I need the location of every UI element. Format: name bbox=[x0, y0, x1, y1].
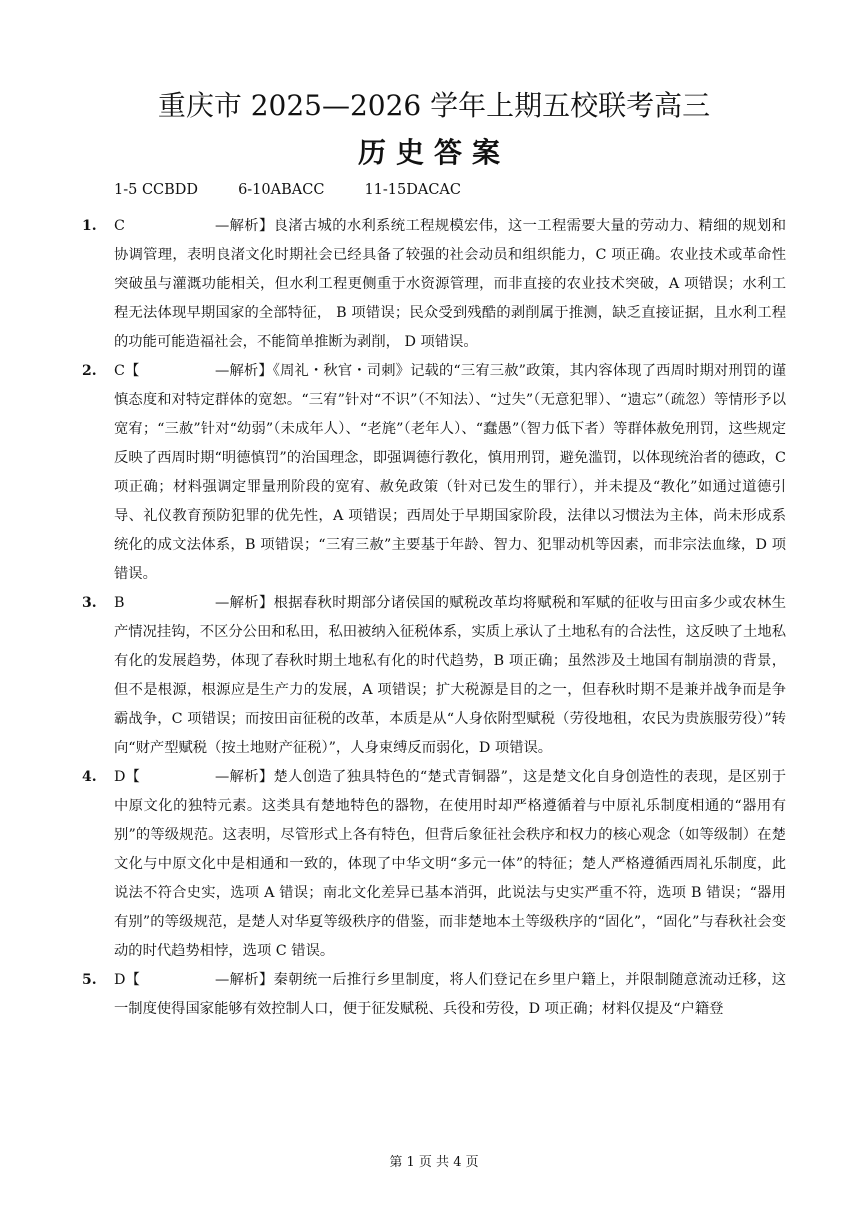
exam-title: 重庆市 2025—2026 学年上期五校联考高三 bbox=[157, 89, 711, 122]
question-answer: D【 bbox=[114, 769, 140, 785]
question-number: 4. bbox=[82, 769, 97, 785]
question-explanation bbox=[114, 212, 786, 357]
explanation-text: —解析】根据春秋时期部分诸侯国的赋税改革均将赋税和军赋的征收与田亩多少或农林生产情况挂钩，不区分公田和私田，私田被纳入征税体系，实质上承认了土地私有的合法性，这反映了土地私有化的发展趋势，体现了春秋时期土地私有化的时代趋势，B 项正确；虽然涉及土地国有制崩溃的背景，但不是根源，根源应是生产力的发展，A 项错误；扩大税源是目的之一，但春秋时期不是兼并战争而是争霸战争，C 项错误；而按田亩征税的改革，本质是从“人身依附型赋税（劳役地租，农民为贵族服劳役）”转向“财产型赋税（按土地财产征税）”，人身束缚反而弱化，D 项错误。 bbox=[114, 595, 786, 756]
explanation-text: —解析】秦朝统一后推行乡里制度，将人们登记在乡里户籍上，并限制随意流动迁移，这一制度使得国家能够有效控制人口，便于征发赋税、兵役和劳役，D 项正确；材料仅提及“户籍登 bbox=[114, 972, 786, 1017]
page-number-footer: 第 1 页 共 4 页 bbox=[389, 1155, 479, 1170]
question-explanation bbox=[114, 966, 786, 1024]
question-number: 3. bbox=[82, 595, 97, 611]
question-item-1 bbox=[0, 212, 868, 357]
subject-title: 历史答案 bbox=[357, 136, 510, 169]
question-explanation bbox=[114, 763, 786, 966]
question-number: 5. bbox=[82, 972, 97, 988]
explanation-text: —解析】良渚古城的水利系统工程规模宏伟，这一工程需要大量的劳动力、精细的规划和协调管理，表明良渚文化时期社会已经具备了较强的社会动员和组织能力，C 项正确。农业技术或革命性突破虽与灌溉功能相关，但水利工程更侧重于水资源管理，而非直接的农业技术突破，A 项错误；水利工程无法体现早期国家的全部特征， B 项错误；民众受到残酷的剥削属于推测，缺乏直接证据，且水利工程的功能可能造福社会，不能简单推断为剥削， D 项错误。 bbox=[114, 218, 786, 350]
question-item-2 bbox=[0, 357, 868, 589]
answer-key-group-1: 1-5 CCBDD bbox=[114, 182, 199, 198]
explanation-text: —解析】《周礼・秋官・司刺》记载的“三宥三赦”政策，其内容体现了西周时期对刑罚的谨慎态度和对特定群体的宽恕。“三宥”针对“不识”（不知法）、“过失”（无意犯罪）、“遗忘”（疏忽）等情形予以宽宥；“三赦”针对“幼弱”（未成年人）、“老旄”（老年人）、“蠢愚”（智力低下者）等群体赦免刑罚，这些规定反映了西周时期“明德慎罚”的治国理念，即强调德行教化，慎用刑罚，避免滥罚，以体现统治者的德政，C 项正确；材料强调定罪量刑阶段的宽宥、赦免政策（针对已发生的罪行），并未提及“教化”如通过道德引导、礼仪教育预防犯罪的优先性，A 项错误；西周处于早期国家阶段，法律以习惯法为主体，尚未形成系统化的成文法体系，B 项错误；“三宥三赦”主要基于年龄、智力、犯罪动机等因素，而非宗法血缘，D 项错误。 bbox=[114, 363, 786, 582]
question-item-4 bbox=[0, 763, 868, 966]
question-explanation bbox=[114, 357, 786, 589]
answer-key-group-2: 6-10ABACC bbox=[238, 182, 325, 198]
question-answer: B bbox=[114, 595, 125, 611]
question-item-3 bbox=[0, 589, 868, 763]
question-list bbox=[0, 212, 868, 1024]
question-explanation bbox=[114, 589, 786, 763]
explanation-text: —解析】楚人创造了独具特色的“楚式青铜器”，这是楚文化自身创造性的表现，是区别于中原文化的独特元素。这类具有楚地特色的器物，在使用时却严格遵循着与中原礼乐制度相通的“器用有别”的等级规范。这表明，尽管形式上各有特色，但背后象征社会秩序和权力的核心观念（如等级制）在楚文化与中原文化中是相通和一致的，体现了中华文明“多元一体”的特征；楚人严格遵循西周礼乐制度，此说法不符合史实，选项 A 错误；南北文化差异已基本消弭，此说法与史实严重不符，选项 B 错误；“器用有别”的等级规范，是楚人对华夏等级秩序的借鉴，而非楚地本土等级秩序的“固化”，“固化”与春秋社会变动的时代趋势相悖，选项 C 错误。 bbox=[114, 769, 786, 959]
answer-key-group-3: 11-15DACAC bbox=[364, 182, 461, 198]
question-answer: D【 bbox=[114, 972, 140, 988]
question-answer: C【 bbox=[114, 363, 140, 379]
question-answer: C bbox=[114, 218, 125, 234]
answer-key-row bbox=[114, 180, 461, 200]
question-number: 1. bbox=[82, 218, 97, 234]
question-number: 2. bbox=[82, 363, 97, 379]
question-item-5 bbox=[0, 966, 868, 1024]
